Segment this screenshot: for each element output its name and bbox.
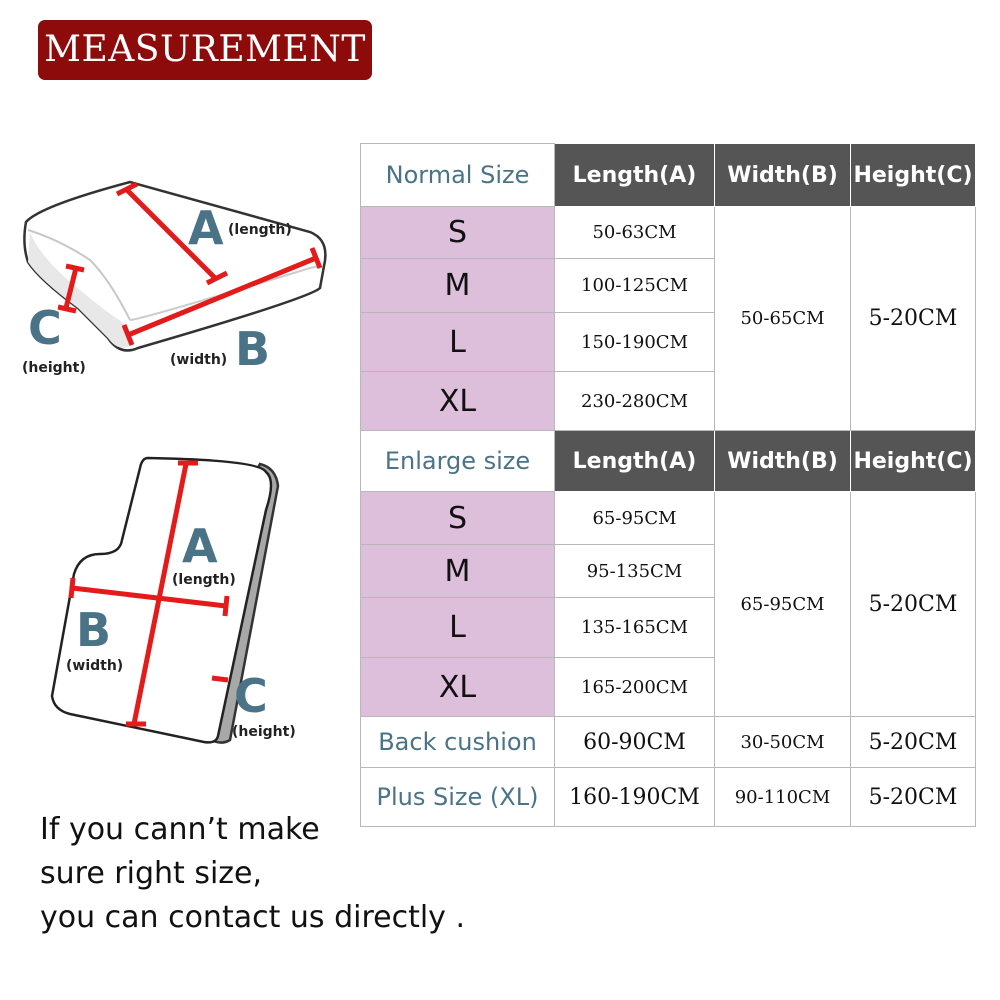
length-value: 135-165CM (555, 598, 715, 658)
table-row (361, 492, 976, 545)
l-cushion-illustration (40, 450, 340, 750)
size-xl: XL (361, 658, 555, 717)
size-s: S (361, 207, 555, 259)
length-value: 160-190CM (555, 768, 715, 827)
length-header: Length(A) (555, 144, 715, 207)
height-header: Height(C) (851, 431, 976, 492)
label-length: (length) (228, 222, 292, 238)
table-row (361, 207, 976, 259)
letter-c: C (28, 301, 62, 355)
contact-note-line: sure right size, (40, 856, 263, 891)
label-width: (width) (170, 352, 228, 368)
size-table (360, 143, 976, 827)
size-m: M (361, 259, 555, 313)
enlarge-size-label: Enlarge size (361, 431, 555, 492)
letter-b: B (235, 322, 271, 376)
length-header: Length(A) (555, 431, 715, 492)
back-cushion-row (361, 717, 976, 768)
label-height: (height) (22, 360, 86, 376)
enlarge-header-row (361, 431, 976, 492)
height-value: 5-20CM (851, 717, 976, 768)
length-value: 230-280CM (555, 372, 715, 431)
height-value: 5-20CM (851, 207, 976, 431)
height-value: 5-20CM (851, 492, 976, 717)
size-l: L (361, 313, 555, 372)
width-header: Width(B) (715, 144, 851, 207)
seat-cushion-illustration (20, 170, 340, 380)
height-line (212, 678, 228, 680)
plus-size-label: Plus Size (XL) (361, 768, 555, 827)
letter-b: B (76, 603, 112, 657)
length-value: 95-135CM (555, 545, 715, 598)
letter-a: A (188, 201, 224, 255)
width-value: 50-65CM (715, 207, 851, 431)
size-l: L (361, 598, 555, 658)
width-value: 65-95CM (715, 492, 851, 717)
l-cushion-diagram (40, 450, 340, 750)
size-xl: XL (361, 372, 555, 431)
length-value: 60-90CM (555, 717, 715, 768)
width-header: Width(B) (715, 431, 851, 492)
seat-cushion-diagram (20, 170, 340, 380)
normal-size-label: Normal Size (361, 144, 555, 207)
normal-header-row (361, 144, 976, 207)
contact-note (40, 808, 480, 940)
size-s: S (361, 492, 555, 545)
length-value: 150-190CM (555, 313, 715, 372)
length-value: 50-63CM (555, 207, 715, 259)
label-height: (height) (232, 724, 296, 740)
measurement-title: MEASUREMENT (38, 20, 372, 80)
height-header: Height(C) (851, 144, 976, 207)
contact-note-line: If you cann’t make (40, 812, 320, 847)
label-length: (length) (172, 572, 236, 588)
letter-c: C (234, 669, 268, 723)
contact-note-line: you can contact us directly . (40, 900, 465, 935)
length-value: 65-95CM (555, 492, 715, 545)
width-value: 90-110CM (715, 768, 851, 827)
back-cushion-label: Back cushion (361, 717, 555, 768)
height-value: 5-20CM (851, 768, 976, 827)
letter-a: A (182, 519, 218, 573)
length-value: 100-125CM (555, 259, 715, 313)
size-m: M (361, 545, 555, 598)
label-width: (width) (66, 658, 124, 674)
width-value: 30-50CM (715, 717, 851, 768)
length-value: 165-200CM (555, 658, 715, 717)
